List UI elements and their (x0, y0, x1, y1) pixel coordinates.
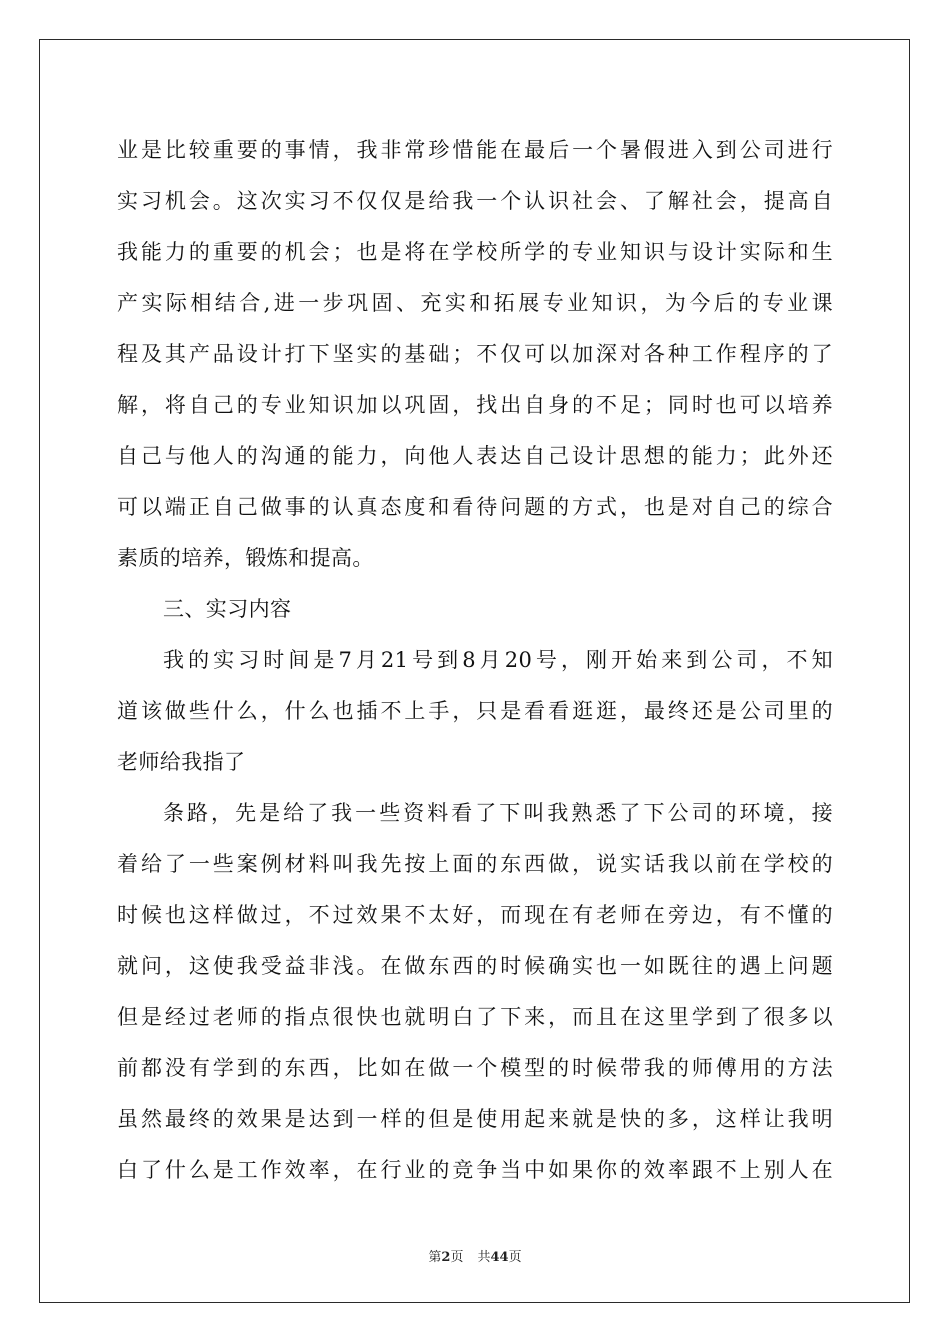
page-suffix: 页 (450, 1250, 464, 1265)
paragraph-line: 着给了一些案例材料叫我先按上面的东西做，说实话我以前在学校的 (117, 852, 833, 876)
paragraph-line: 但是经过老师的指点很快也就明白了下来，而且在这里学到了很多以 (117, 1005, 833, 1029)
paragraph-line: 虽然最终的效果是达到一样的但是使用起来就是快的多，这样让我明 (117, 1107, 833, 1131)
paragraph-line: 老师给我指了 (117, 750, 246, 774)
total-suffix: 页 (508, 1250, 522, 1265)
paragraph-line: 可以端正自己做事的认真态度和看待问题的方式，也是对自己的综合 (117, 495, 833, 519)
page-number: 2 (441, 1250, 451, 1265)
paragraph-line: 我的实习时间是7月21号到8月20号，刚开始来到公司，不知 (163, 648, 833, 672)
paragraph-line: 白了什么是工作效率，在行业的竞争当中如果你的效率跟不上别人在 (117, 1158, 833, 1182)
paragraph-line: 程及其产品设计打下坚实的基础；不仅可以加深对各种工作程序的了 (117, 342, 833, 366)
paragraph-line: 自己与他人的沟通的能力，向他人表达自己设计思想的能力；此外还 (117, 444, 833, 468)
total-pages: 44 (490, 1250, 509, 1265)
page-footer (0, 1246, 950, 1265)
page-prefix: 第 (428, 1250, 442, 1265)
paragraph-line: 解，将自己的专业知识加以巩固，找出自身的不足；同时也可以培养 (117, 393, 833, 417)
paragraph-line: 前都没有学到的东西，比如在做一个模型的时候带我的师傅用的方法 (117, 1056, 833, 1080)
paragraph-line: 就问，这使我受益非浅。在做东西的时候确实也一如既往的遇上问题 (117, 954, 833, 978)
document-body (117, 125, 833, 1196)
paragraph-line: 产实际相结合,进一步巩固、充实和拓展专业知识，为今后的专业课 (117, 291, 833, 315)
paragraph-line: 条路，先是给了我一些资料看了下叫我熟悉了下公司的环境，接 (163, 801, 833, 825)
paragraph-line: 实习机会。这次实习不仅仅是给我一个认识社会、了解社会，提高自 (117, 189, 833, 213)
total-prefix: 共 (477, 1250, 491, 1265)
section-heading: 三、实习内容 (163, 597, 292, 621)
paragraph-line: 我能力的重要的机会；也是将在学校所学的专业知识与设计实际和生 (117, 240, 833, 264)
paragraph-line: 素质的培养，锻炼和提高。 (117, 546, 374, 570)
paragraph-line: 时候也这样做过，不过效果不太好，而现在有老师在旁边，有不懂的 (117, 903, 833, 927)
paragraph-line: 道该做些什么，什么也插不上手，只是看看逛逛，最终还是公司里的 (117, 699, 833, 723)
paragraph-line: 业是比较重要的事情，我非常珍惜能在最后一个暑假进入到公司进行 (117, 138, 833, 162)
